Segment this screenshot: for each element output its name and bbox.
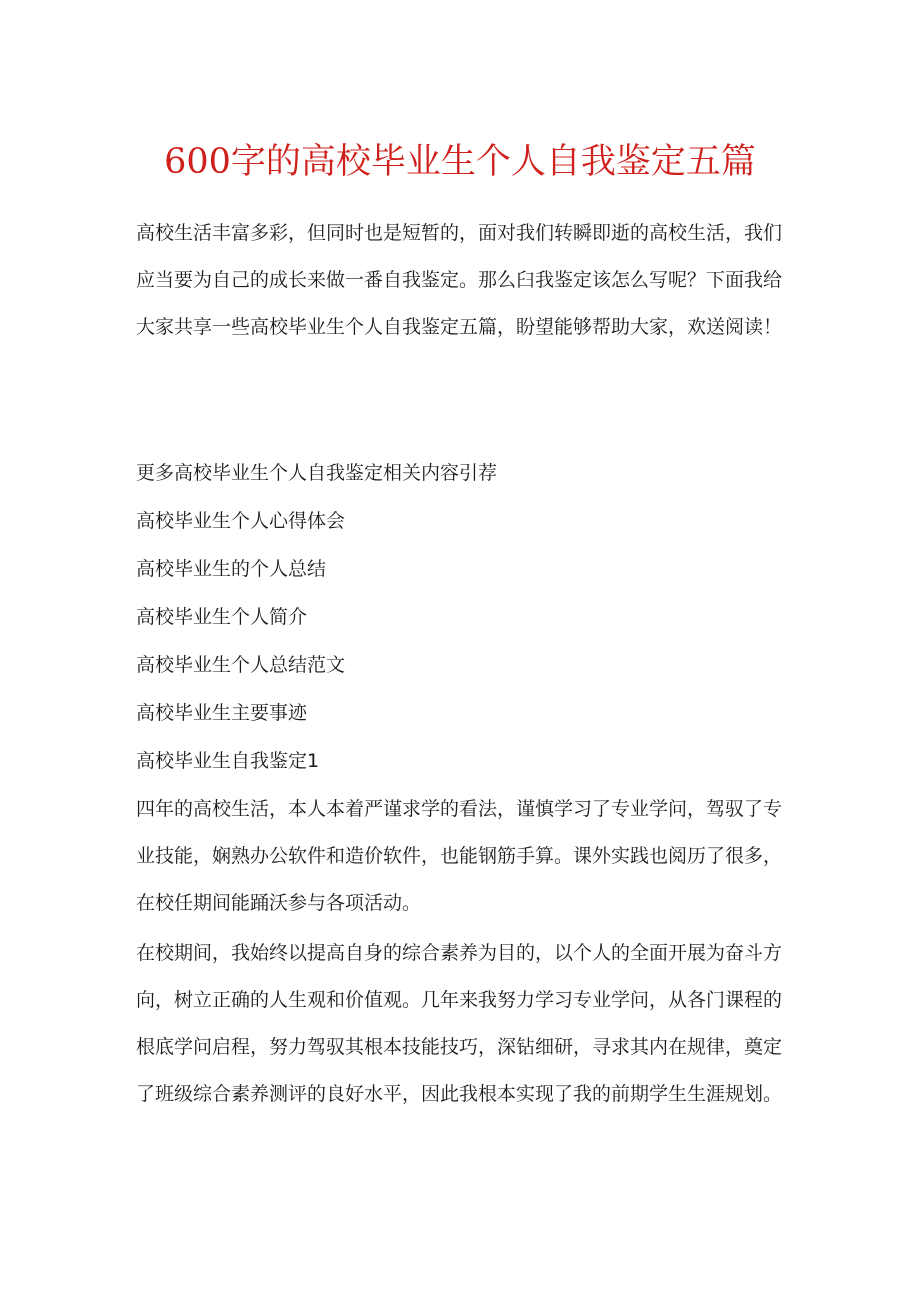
intro-paragraph: 高校生活丰富多彩，但同时也是短暂的，面对我们转瞬即逝的高校生活，我们应当要为自己的成长来做一番自我鉴定。那么臼我鉴定该怎么写呢？下面我给大家共享一些高校毕业生个人自我鉴定五篇，盼望能够帮助大家，欢送阅读！: [136, 222, 783, 338]
body-paragraph: 在校期间，我始终以提高自身的综合素养为目的，以个人的全面开展为奋斗方向，树立正确的人生观和价值观。几年来我努力学习专业学问，从各门课程的根底学问启程，努力驾驭其根本技能技巧，深钻细研，寻求其内在规律，奠定了班级综合素养测评的良好水平，因此我根本实现了我的前期学生生涯规划。: [136, 942, 783, 1105]
related-link[interactable]: 高校毕业生个人总结范文: [136, 654, 346, 676]
section-title: 高校毕业生自我鉴定1: [136, 750, 320, 772]
related-link[interactable]: 高校毕业生的个人总结: [136, 558, 327, 580]
related-heading: 更多高校毕业生个人自我鉴定相关内容引荐: [136, 462, 498, 484]
body-paragraph: 四年的高校生活，本人本着严谨求学的看法，谨慎学习了专业学问，驾驭了专业技能，娴熟办公软件和造价软件，也能钢筋手算。课外实践也阅历了很多，在校任期间能踊沃参与各项活动。: [136, 798, 783, 914]
related-link[interactable]: 高校毕业生主要事迹: [136, 702, 308, 724]
related-link[interactable]: 高校毕业生个人心得体会: [136, 510, 346, 532]
document-title: 600字的高校毕业生个人自我鉴定五篇: [164, 142, 756, 182]
related-link[interactable]: 高校毕业生个人简介: [136, 606, 308, 628]
